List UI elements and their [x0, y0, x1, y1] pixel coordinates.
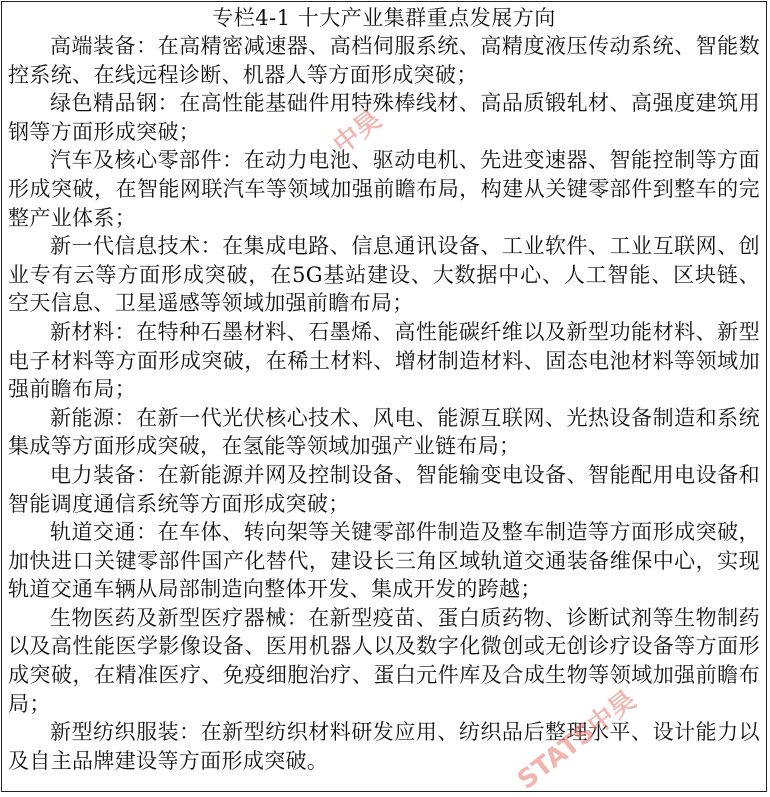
paragraph-rail-transit: 轨道交通：在车体、转向架等关键零部件制造及整车制造等方面形成突破，加快进口关键零部件国产化替代，建设长三角区域轨道交通装备维保中心，实现轨道交通车辆从局部制造向整体开发、集成开发的跨越； — [8, 520, 760, 602]
watermark-top: 中昊 — [327, 104, 388, 161]
paragraph-green-steel: 绿色精品钢：在高性能基础件用特殊棒线材、高品质锻轧材、高强度建筑用钢等方面形成突破； — [8, 91, 760, 144]
paragraph-new-energy: 新能源：在新一代光伏核心技术、风电、能源互联网、光热设备制造和系统集成等方面形成突破，在氢能等领域加强产业链布局； — [8, 405, 760, 459]
paragraph-power-equipment: 电力装备：在新能源并网及控制设备、智能输变电设备、智能配用电设备和智能调度通信系统等方面形成突破； — [8, 462, 760, 516]
paragraph-high-end-equipment: 高端装备：在高精密减速器、高档伺服系统、高精度液压传动系统、智能数控系统、在线远程诊断、机器人等方面形成突破； — [8, 34, 760, 87]
paragraph-new-materials: 新材料：在特种石墨材料、石墨烯、高性能碳纤维以及新型功能材料、新型电子材料等方面形成突破，在稀土材料、增材制造材料、固态电池材料等领域加强前瞻布局； — [8, 319, 760, 402]
column-title: 专栏4-1 十大产业集群重点发展方向 — [212, 6, 556, 30]
paragraph-biomedicine: 生物医药及新型医疗器械：在新型疫苗、蛋白质药物、诊断试剂等生物制药以及高性能医学影像设备、医用机器人以及数字化微创或无创诊疗设备等方面形成突破，在精准医疗、免疫细胞治疗、蛋白元件库及合成生物等领域加强前瞻布局； — [8, 605, 760, 716]
paragraph-information-technology: 新一代信息技术：在集成电路、信息通讯设备、工业软件、工业互联网、创业专有云等方面形成突破，在5G基站建设、大数据中心、人工智能、区块链、空天信息、卫星遥感等领域加强前瞻布局； — [8, 234, 760, 316]
paragraph-automobile: 汽车及核心零部件：在动力电池、驱动电机、先进变速器、智能控制等方面形成突破，在智能网联汽车等领域加强前瞻布局，构建从关键零部件到整车的完整产业体系； — [8, 148, 760, 230]
paragraph-textile-apparel: 新型纺织服装：在新型纺织材料研发应用、纺织品后整理水平、设计能力以及自主品牌建设等方面形成突破。 — [8, 720, 760, 773]
column-box — [1, 1, 767, 792]
watermark-bottom: STATS中昊 — [512, 685, 642, 796]
